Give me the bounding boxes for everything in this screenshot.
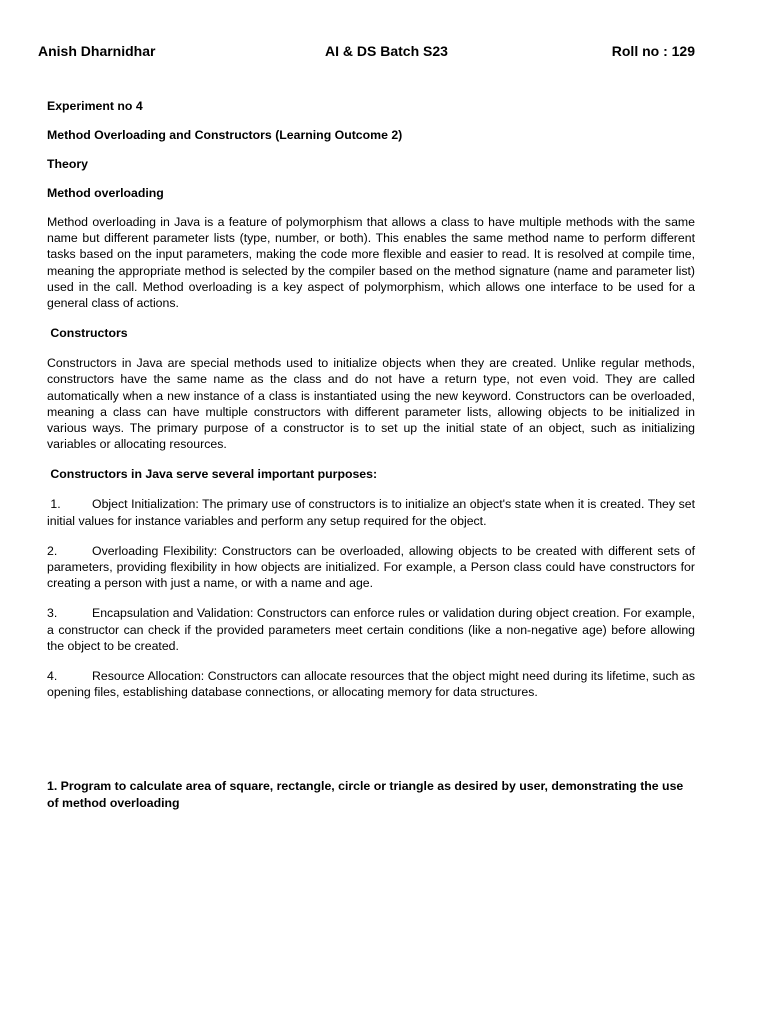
program-title: 1. Program to calculate area of square, rectangle, circle or triangle as desired by user, demonstrating the use of method overloading <box>47 779 684 810</box>
list-item <box>47 605 695 654</box>
student-name: Anish Dharnidhar <box>38 43 156 59</box>
list-item-number: 4. <box>47 669 58 684</box>
purposes-heading: Constructors in Java serve several important purposes: <box>47 467 378 482</box>
constructors-paragraph: Constructors in Java are special methods used to initialize objects when they are created. Unlike regular methods, constructors have the same name as the class and do not have a return type, not even void. They are called automatically when a new instance of a class is instantiated using the new keyword. Constructors can be overloaded, meaning a class can have multiple constructors with different parameter lists, allowing objects to be initialized in various ways. The primary purpose of a constructor is to set up the initial state of an object, such as initializing variables or allocating resources. <box>47 356 695 452</box>
method-overloading-heading: Method overloading <box>47 186 164 200</box>
document-body <box>47 98 695 811</box>
list-item <box>47 543 695 592</box>
experiment-number: Experiment no 4 <box>47 99 143 113</box>
method-overloading-paragraph: Method overloading in Java is a feature of polymorphism that allows a class to have multiple methods with the same name but different parameter lists (type, number, or both). This enables the same method name to perform different tasks based on the input parameters, making the code more flexible and easier to read. It is resolved at compile time, meaning the appropriate method is selected by the compiler based on the method signature (name and parameter list) used in the call. Method overloading is a key aspect of polymorphism, which allows one interface to be used for a general class of actions. <box>47 215 695 311</box>
list-item-text: Resource Allocation: Constructors can allocate resources that the object might need during its lifetime, such as opening files, establishing database connections, or allocating memory for data structures. <box>47 669 695 700</box>
constructors-heading: Constructors <box>47 326 128 341</box>
list-item-text: Encapsulation and Validation: Constructors can enforce rules or validation during object creation. For example, a constructor can check if the provided parameters meet certain conditions (like a non-negative age) before allowing the object to be created. <box>47 606 695 653</box>
batch-label: AI & DS Batch S23 <box>325 43 448 59</box>
list-item-number: 3. <box>47 606 58 621</box>
page-header <box>38 43 695 63</box>
list-item-number: 1. <box>47 497 61 512</box>
list-item-number: 2. <box>47 543 58 558</box>
list-item-text: Object Initialization: The primary use of constructors is to initialize an object's state when it is created. They set initial values for instance variables and perform any setup required for the object. <box>47 497 695 528</box>
experiment-title: Method Overloading and Constructors (Learning Outcome 2) <box>47 128 403 142</box>
list-item <box>47 496 695 528</box>
list-item <box>47 668 695 700</box>
theory-heading: Theory <box>47 157 88 171</box>
roll-number: Roll no : 129 <box>611 43 695 59</box>
list-item-text: Overloading Flexibility: Constructors can be overloaded, allowing objects to be created with different sets of parameters, providing flexibility in how objects are initialized. For example, a Person class could have constructors for creating a person with just a name, or with a name and age. <box>47 543 695 591</box>
